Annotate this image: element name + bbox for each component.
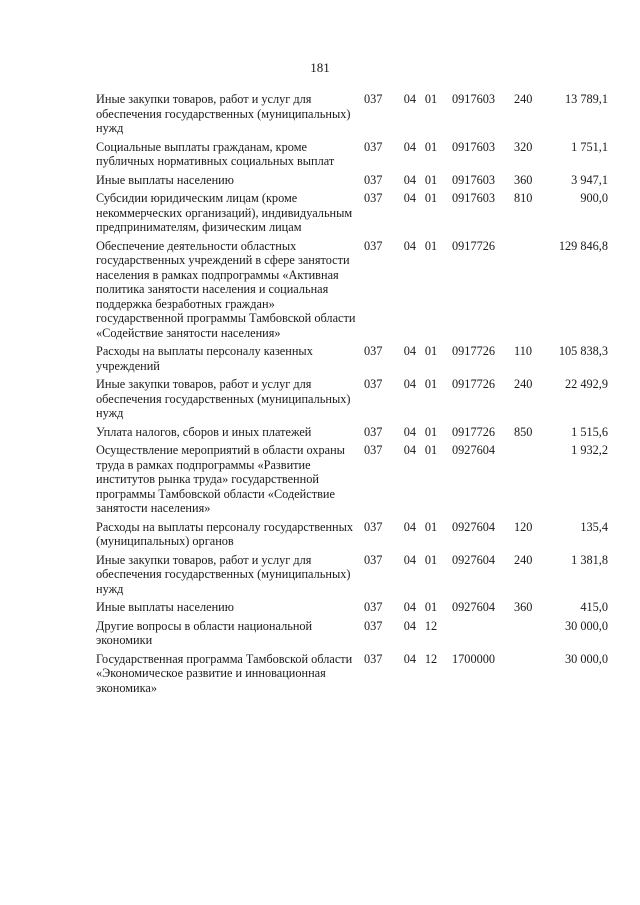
row-ministry-code: 037: [364, 443, 383, 457]
row-amount: 415,0: [580, 600, 608, 614]
row-expense-type: 810: [514, 191, 533, 205]
table-row: [96, 191, 608, 239]
row-amount: 3 947,1: [571, 172, 608, 187]
row-name: Иные закупки товаров, работ и услуг для обеспечения государственных (муниципальных) нужд: [96, 92, 351, 135]
row-ministry-code: 037: [364, 172, 383, 187]
row-amount: 30 000,0: [564, 618, 608, 633]
row-target-code: 0917726: [452, 238, 496, 253]
row-expense-type: [514, 239, 552, 345]
table-row: [96, 619, 608, 652]
row-section-code: 04: [403, 191, 416, 205]
row-amount: 30 000,0: [564, 651, 608, 666]
row-section-code: 04: [403, 651, 416, 666]
row-amount: 1 932,2: [571, 443, 608, 457]
row-name: Иные выплаты населению: [96, 172, 234, 187]
row-section-code: 04: [403, 443, 416, 457]
row-target-code: 0917603: [452, 92, 496, 106]
row-section-code: 04: [403, 519, 416, 534]
budget-table: [96, 92, 608, 699]
row-target-code: 1700000: [452, 651, 496, 666]
table-row: [96, 553, 608, 601]
row-expense-type: 240: [514, 92, 533, 106]
row-expense-type: 120: [514, 519, 533, 534]
row-section-code: 04: [403, 238, 416, 253]
row-subsection-code: 12: [424, 618, 438, 633]
row-target-code: 0917726: [452, 424, 496, 439]
row-name: Уплата налогов, сборов и иных платежей: [96, 424, 312, 439]
row-amount: 900,0: [580, 191, 608, 205]
table-row: [96, 92, 608, 140]
row-name: Осуществление мероприятий в области охраны труда в рамках подпрограммы «Развитие институтов рынка труда» государственной программы Тамбовской области «Содействие занятости населения»: [96, 443, 345, 515]
row-ministry-code: 037: [364, 618, 383, 633]
row-target-code: 0927604: [452, 552, 496, 567]
row-expense-type: 110: [514, 344, 532, 358]
row-subsection-code: 01: [424, 92, 438, 106]
row-section-code: 04: [403, 344, 416, 358]
row-name: Расходы на выплаты персоналу государственных (муниципальных) органов: [96, 519, 354, 548]
row-name: Обеспечение деятельности областных государственных учреждений в сфере занятости населения в рамках подпрограммы «Активная политика занятости населения и социальная поддержка безработных граждан» государственной программы Тамбовской области «Содействие занятости населения»: [96, 238, 356, 340]
table-row: [96, 377, 608, 425]
row-section-code: 04: [403, 172, 416, 187]
table-row: [96, 520, 608, 553]
row-amount: 135,4: [580, 519, 608, 534]
row-ministry-code: 037: [364, 519, 383, 534]
row-name: Субсидии юридическим лицам (кроме некоммерческих организаций), индивидуальным предпринимателям, физическим лицам: [96, 191, 353, 234]
row-ministry-code: 037: [364, 139, 383, 154]
row-subsection-code: 01: [424, 600, 438, 614]
table-row: [96, 425, 608, 444]
row-section-code: 04: [403, 92, 416, 106]
row-subsection-code: 01: [424, 139, 438, 154]
row-expense-type: 850: [514, 424, 533, 439]
row-ministry-code: 037: [364, 344, 383, 358]
row-name: Иные закупки товаров, работ и услуг для обеспечения государственных (муниципальных) нужд: [96, 552, 351, 596]
row-expense-type: [514, 443, 552, 520]
row-expense-type: 240: [514, 377, 533, 391]
row-ministry-code: 037: [364, 651, 383, 666]
row-name: Государственная программа Тамбовской области «Экономическое развитие и инновационная экономика»: [96, 651, 353, 695]
row-ministry-code: 037: [364, 552, 383, 567]
row-target-code: 0917603: [452, 139, 496, 154]
row-target-code: 0917603: [452, 191, 496, 205]
row-expense-type: 360: [514, 600, 533, 614]
page-number: 181: [310, 60, 330, 75]
row-section-code: 04: [403, 618, 416, 633]
row-section-code: 04: [403, 600, 416, 614]
table-row: [96, 600, 608, 619]
table-row: [96, 652, 608, 700]
row-amount: 1 515,6: [571, 424, 608, 439]
table-row: [96, 239, 608, 345]
row-name: Другие вопросы в области национальной экономики: [96, 618, 313, 647]
row-amount: 129 846,8: [558, 238, 608, 253]
table-row: [96, 173, 608, 192]
row-expense-type: [514, 652, 552, 700]
row-subsection-code: 01: [424, 172, 438, 187]
row-ministry-code: 037: [364, 191, 383, 205]
row-ministry-code: 037: [364, 377, 383, 391]
row-subsection-code: 01: [424, 424, 438, 439]
row-ministry-code: 037: [364, 92, 383, 106]
row-amount: 105 838,3: [558, 344, 608, 358]
row-subsection-code: 01: [424, 377, 438, 391]
row-amount: 22 492,9: [564, 377, 608, 391]
table-row: [96, 443, 608, 520]
row-subsection-code: 01: [424, 238, 438, 253]
row-subsection-code: 01: [424, 552, 438, 567]
row-section-code: 04: [403, 377, 416, 391]
row-subsection-code: 01: [424, 519, 438, 534]
row-amount: 1 751,1: [571, 139, 608, 154]
row-amount: 1 381,8: [571, 552, 608, 567]
row-name: Иные выплаты населению: [96, 600, 234, 614]
row-section-code: 04: [403, 139, 416, 154]
row-target-code: 0927604: [452, 443, 496, 457]
row-target-code: [446, 619, 514, 652]
table-body: [96, 92, 608, 699]
row-amount: 13 789,1: [564, 92, 608, 106]
row-subsection-code: 12: [424, 651, 438, 666]
row-subsection-code: 01: [424, 443, 438, 457]
row-name: Расходы на выплаты персоналу казенных учреждений: [96, 344, 313, 373]
row-name: Иные закупки товаров, работ и услуг для обеспечения государственных (муниципальных) нужд: [96, 377, 351, 420]
row-target-code: 0917726: [452, 377, 496, 391]
row-subsection-code: 01: [424, 191, 438, 205]
row-ministry-code: 037: [364, 424, 383, 439]
table-row: [96, 344, 608, 377]
row-name: Социальные выплаты гражданам, кроме публичных нормативных социальных выплат: [96, 139, 335, 168]
row-target-code: 0917726: [452, 344, 496, 358]
row-target-code: 0917603: [452, 172, 496, 187]
row-target-code: 0927604: [452, 600, 496, 614]
row-section-code: 04: [403, 424, 416, 439]
row-expense-type: 240: [514, 552, 533, 567]
row-section-code: 04: [403, 552, 416, 567]
table-row: [96, 140, 608, 173]
row-expense-type: 320: [514, 139, 533, 154]
row-subsection-code: 01: [424, 344, 438, 358]
row-expense-type: 360: [514, 172, 533, 187]
row-ministry-code: 037: [364, 600, 383, 614]
row-expense-type: [514, 619, 552, 652]
row-ministry-code: 037: [364, 238, 383, 253]
row-target-code: 0927604: [452, 519, 496, 534]
